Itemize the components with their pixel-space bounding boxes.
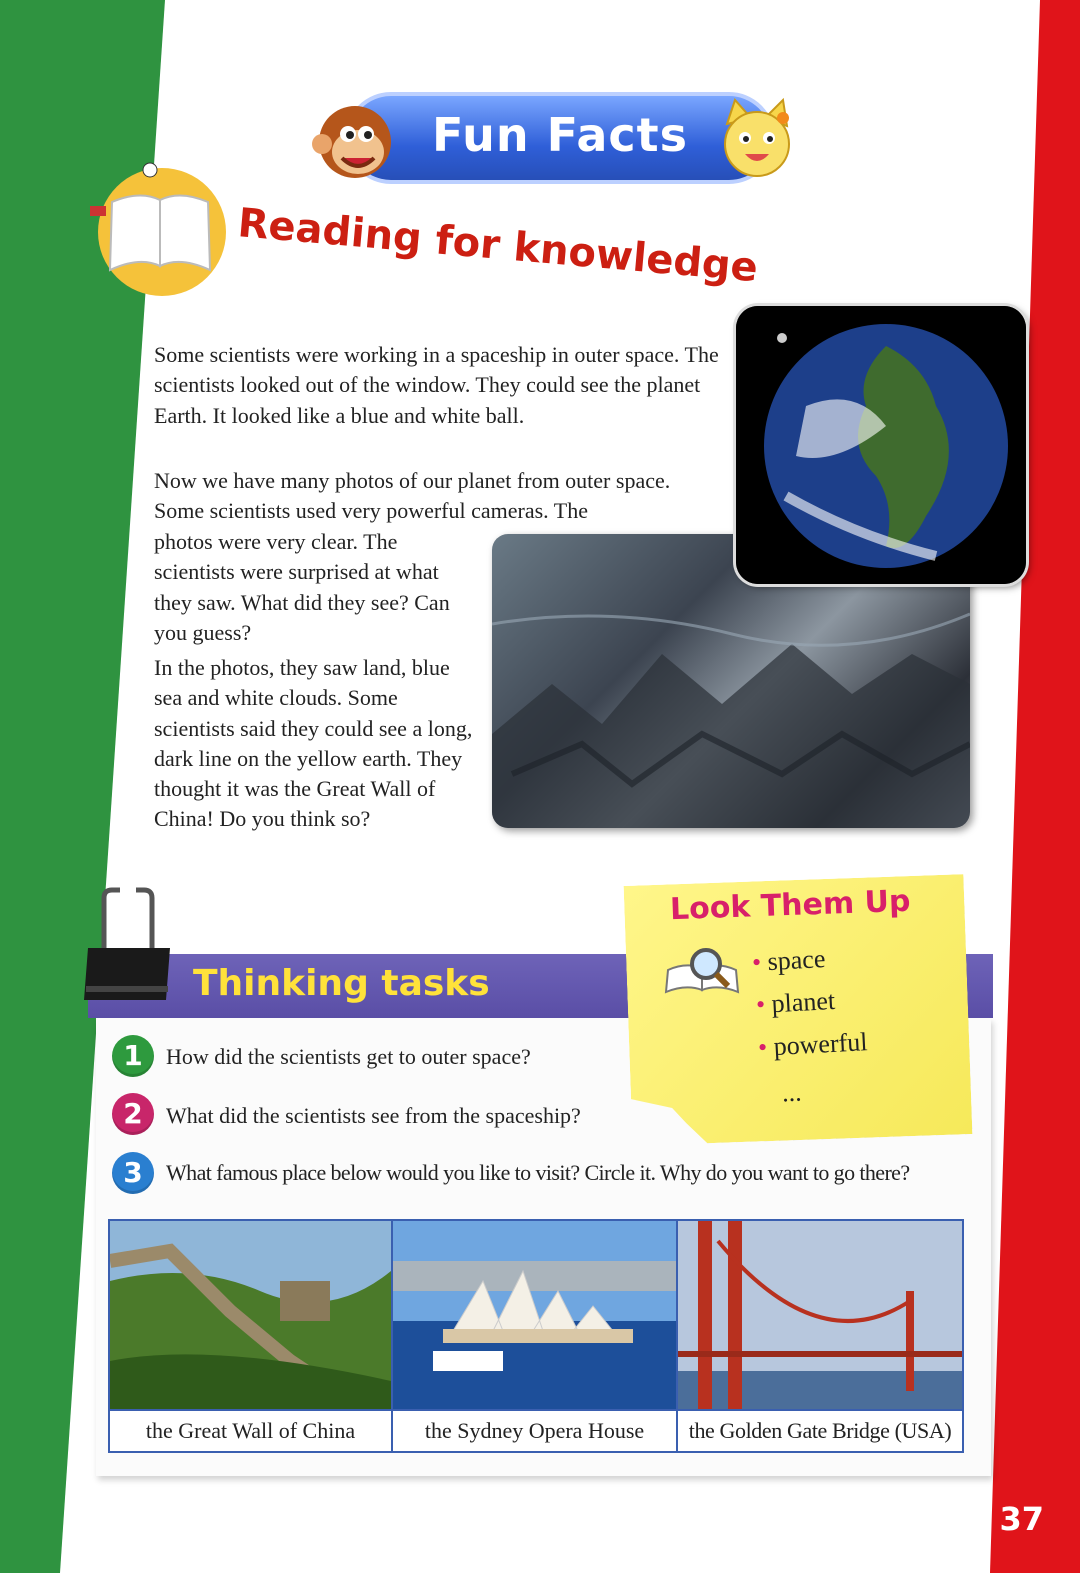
look-them-up-title: Look Them Up [669,883,911,928]
reading-for-knowledge-title: Reading for knowledge [235,200,760,292]
passage-paragraph-3: photos were very clear. The scientists were surprised at what they saw. What did they see? Can you guess? [154,529,450,645]
monkey-icon [312,98,398,184]
look-up-item-2: • planet [755,985,836,1020]
great-wall-photo [110,1221,391,1409]
open-book-icon [80,160,240,300]
thinking-tasks-title: Thinking tasks [193,963,490,1004]
question-number-3: 3 [112,1152,154,1194]
magnifier-book-icon [662,942,744,1006]
cat-icon [713,96,799,182]
question-3: What famous place below would you like to visit? Circle it. Why do you want to go there? [166,1160,910,1185]
question-number-2: 2 [112,1093,154,1135]
binder-clip-icon [82,886,177,1004]
fun-facts-title: Fun Facts [431,108,689,162]
caption-golden-gate-bridge: the Golden Gate Bridge (USA) [678,1409,962,1451]
question-1: How did the scientists get to outer space? [166,1044,531,1069]
golden-gate-bridge-photo [678,1221,962,1409]
look-up-item-3: • powerful [757,1027,869,1062]
sydney-opera-house-photo [393,1221,676,1409]
question-2: What did the scientists see from the spaceship? [166,1103,581,1128]
look-up-item-1: • space [751,944,827,977]
passage-paragraph-1: Some scientists were working in a spaceship in outer space. The scientists looked out of the window. They could see the planet Earth. It looked like a blue and white ball. [154,342,719,428]
page-number: 37 [999,1500,1044,1538]
passage-paragraph-2: Now we have many photos of our planet from outer space. Some scientists used very powerful cameras. The [154,468,671,524]
caption-great-wall: the Great Wall of China [110,1409,391,1451]
look-up-more: ... [781,1077,803,1108]
caption-sydney-opera-house: the Sydney Opera House [393,1409,676,1451]
question-number-1: 1 [112,1035,154,1077]
earth-photo [736,306,1026,584]
passage-paragraph-4: In the photos, they saw land, blue sea and white clouds. Some scientists said they could see a long, dark line on the yellow earth. They thought it was the Great Wall of China! Do you think so? [154,655,473,832]
